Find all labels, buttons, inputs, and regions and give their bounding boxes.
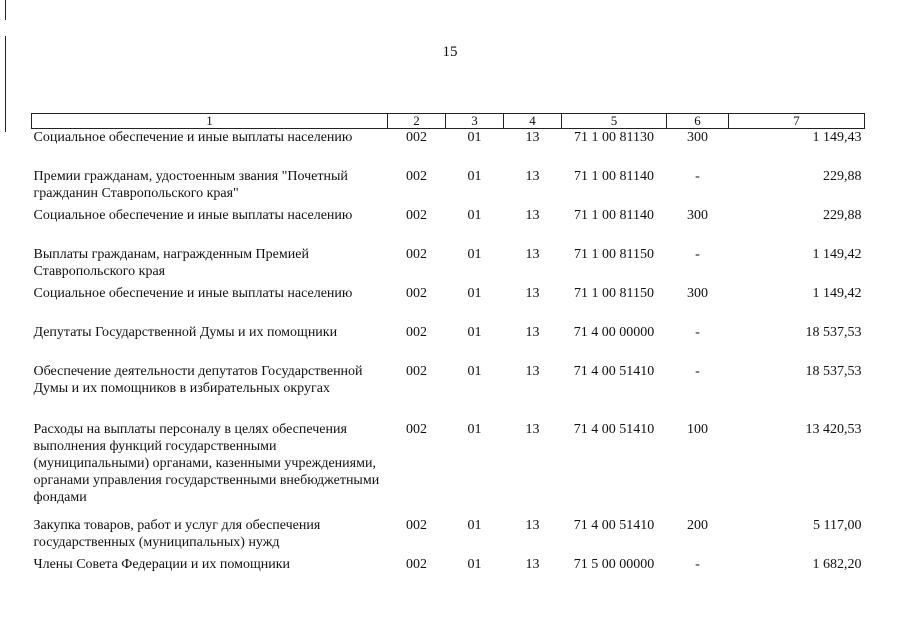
- cell-amount: 1 149,42: [812, 246, 862, 262]
- cell-code: 002: [406, 517, 427, 533]
- cell-subsection: 13: [525, 363, 540, 379]
- cell-amount: 1 149,43: [812, 130, 862, 145]
- cell-amount: 5 117,00: [813, 517, 862, 533]
- cell-target-article: 71 4 00 51410: [573, 421, 655, 437]
- column-header: 6: [667, 114, 729, 129]
- row-name: Расходы на выплаты персоналу в целях обеспечения выполнения функций государственными (муниципальными) органами, казенными учреждениями, органами управления государственными внебюджетными фондами: [33, 421, 380, 505]
- row-name: Обеспечение деятельности депутатов Государственной Думы и их помощников в избирательных округах: [33, 363, 363, 396]
- cell-code: 002: [406, 556, 427, 572]
- cell-expense-type: 300: [687, 207, 708, 223]
- cell-code: 002: [406, 285, 427, 301]
- cell-expense-type: 200: [687, 517, 708, 533]
- cell-code: 002: [406, 363, 427, 379]
- row-name: Закупка товаров, работ и услуг для обеспечения государственных (муниципальных) нужд: [33, 517, 321, 550]
- cell-amount: 18 537,53: [805, 324, 862, 340]
- cell-target-article: 71 1 00 81140: [574, 168, 654, 184]
- cell-target-article: 71 5 00 00000: [573, 556, 655, 572]
- cell-code: 002: [406, 324, 427, 340]
- row-name: Социальное обеспечение и иные выплаты населению: [33, 285, 353, 301]
- cell-subsection: 13: [525, 324, 540, 340]
- header-row: [32, 114, 865, 129]
- cell-code: 002: [406, 421, 427, 437]
- table-row: [32, 421, 865, 517]
- cell-subsection: 13: [525, 207, 540, 223]
- table-row: [32, 363, 865, 421]
- column-header: 3: [446, 114, 504, 129]
- cell-amount: 18 537,53: [805, 363, 862, 379]
- table-row: [32, 129, 865, 168]
- cell-subsection: 13: [525, 246, 540, 262]
- table-row: [32, 556, 865, 576]
- cell-code: 002: [406, 207, 427, 223]
- cell-code: 002: [406, 130, 427, 145]
- row-name: Депутаты Государственной Думы и их помощники: [33, 324, 338, 340]
- cell-target-article: 71 1 00 81150: [574, 285, 654, 301]
- cell-subsection: 13: [525, 556, 540, 572]
- cell-subsection: 13: [525, 285, 540, 301]
- cell-code: 002: [406, 168, 427, 184]
- page-number: 15: [442, 44, 458, 60]
- cell-expense-type: -: [695, 246, 700, 262]
- row-name: Социальное обеспечение и иные выплаты населению: [33, 130, 353, 145]
- budget-table: [31, 113, 865, 576]
- cell-section: 01: [467, 285, 482, 301]
- cell-amount: 1 682,20: [812, 556, 862, 572]
- cell-section: 01: [467, 246, 482, 262]
- cell-target-article: 71 4 00 51410: [573, 363, 655, 379]
- column-header: 5: [562, 114, 667, 129]
- cell-subsection: 13: [525, 517, 540, 533]
- cell-subsection: 13: [525, 168, 540, 184]
- row-name: Премии гражданам, удостоенным звания "Почетный гражданин Ставропольского края": [33, 168, 348, 201]
- table-row: [32, 324, 865, 363]
- cell-amount: 229,88: [823, 168, 862, 184]
- cell-section: 01: [467, 421, 482, 437]
- cell-section: 01: [467, 363, 482, 379]
- cell-target-article: 71 4 00 00000: [573, 324, 655, 340]
- table-row: [32, 517, 865, 556]
- cell-section: 01: [467, 556, 482, 572]
- row-name: Члены Совета Федерации и их помощники: [33, 556, 291, 572]
- cell-code: 002: [406, 246, 427, 262]
- cell-section: 01: [467, 517, 482, 533]
- cell-target-article: 71 4 00 51410: [573, 517, 655, 533]
- cell-expense-type: 300: [687, 285, 708, 301]
- table-row: [32, 207, 865, 246]
- column-header: 4: [504, 114, 562, 129]
- cell-expense-type: -: [695, 168, 700, 184]
- row-name: Выплаты гражданам, награжденным Премией Ставропольского края: [33, 246, 309, 279]
- row-name: Социальное обеспечение и иные выплаты населению: [33, 207, 353, 223]
- cell-section: 01: [467, 324, 482, 340]
- cell-expense-type: 100: [687, 421, 708, 437]
- cell-target-article: 71 1 00 81130: [574, 130, 654, 145]
- cell-expense-type: 300: [687, 130, 708, 145]
- cell-section: 01: [467, 168, 482, 184]
- cell-expense-type: -: [695, 324, 700, 340]
- cell-subsection: 13: [525, 421, 540, 437]
- column-header: 2: [388, 114, 446, 129]
- cell-section: 01: [467, 130, 482, 145]
- column-header: 1: [32, 114, 388, 129]
- cell-target-article: 71 1 00 81140: [574, 207, 654, 223]
- cell-amount: 13 420,53: [805, 421, 862, 437]
- table-row: [32, 285, 865, 324]
- cell-expense-type: -: [695, 363, 700, 379]
- column-header: 7: [729, 114, 865, 129]
- cell-section: 01: [467, 207, 482, 223]
- cell-subsection: 13: [525, 130, 540, 145]
- table-row: [32, 168, 865, 207]
- cell-expense-type: -: [695, 556, 700, 572]
- cell-target-article: 71 1 00 81150: [574, 246, 654, 262]
- table-row: [32, 246, 865, 285]
- margin-line-top: [5, 0, 6, 20]
- cell-amount: 229,88: [823, 207, 862, 223]
- cell-amount: 1 149,42: [812, 285, 862, 301]
